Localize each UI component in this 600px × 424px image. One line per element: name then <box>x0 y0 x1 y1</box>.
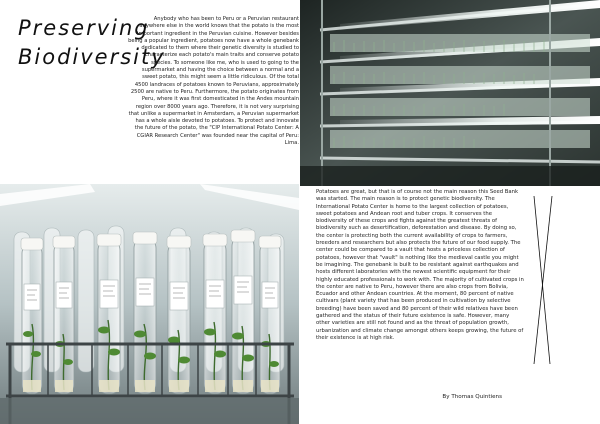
author-byline: By Thomas Quintiens <box>442 394 502 400</box>
body-paragraph: Potatoes are great, but that is of course not the main reason this Seed Bank was started. The main reason is to protect genetic biodiversity. The International Potato Center is home to the largest collection of potatoes, sweet potatoes and Andean root and tuber crops. It conserves the biodiversity of these crops and fights against the greatest threats of biodiversity such as desertification, deforestation and disease. By doing so, the center is protecting both the current availability of crops to farmers, breeders and researchers but also protects the future of our food supply. The center could be compared to a vault that hosts a priceless collection of potatoes, however that "vault" is nothing like the medieval castle you might be imagining. The genebank is built to be resistant against earthquakes and hosts different laboratories with the newest scientific equipment for their highly educated professionals to work with. The majority of cultivated crops in the center are native to Peru, however there are also crops from Bolivia, Ecuador and other Andean countries. At the moment, 80 percent of native cultivars (plant variety that has been produced in cultivation by selective breeding) have been saved and 80 percent of their wild relatives have been gathered and the status of their future existence is safe. However, many other varieties are still not found and as the threat of population growth, urbanization and climate change amongst others keeps growing, the future of their existence is at high risk. <box>316 189 524 341</box>
test-tubes-illustration <box>0 184 299 424</box>
lab-shelves-photo <box>300 0 600 186</box>
test-tubes-photo <box>0 184 299 424</box>
decorative-cross-lines <box>528 192 558 367</box>
title-line-1: Preserving <box>18 16 150 40</box>
lab-shelves-illustration <box>300 0 600 186</box>
intro-paragraph: Anybody who has been to Peru or a Peruvian restaurant anywhere else in the world knows that the potato is the most important ingredient in the Peruvian cuisine. However besides being a popular ingredient, potatoes now have a whole genebank dedicated to them where their genetic diversity is studied to characterize each potato's main traits and conserve potato species. To someone like me, who is used to going to the supermarket and having the choice between a normal and a sweet potato, this might seem a little ridiculous. Of the total 4500 landraces of potatoes known to Peruvians, approximately 2500 are native to Peru. Furthermore, the potato originates from Peru, where it was first domesticated in the Andes mountain region over 8000 years ago. Therefore, it is not very surprising that unlike a supermarket in Amsterdam, a Peruvian supermarket has a whole aisle devoted to potatoes. To protect and innovate the future of the potato, the "CIP International Potato Center: A CGIAR Research Center" was founded near the capital of Peru: Lima. <box>128 16 299 147</box>
title-line-2: Biodiversity <box>18 45 166 69</box>
